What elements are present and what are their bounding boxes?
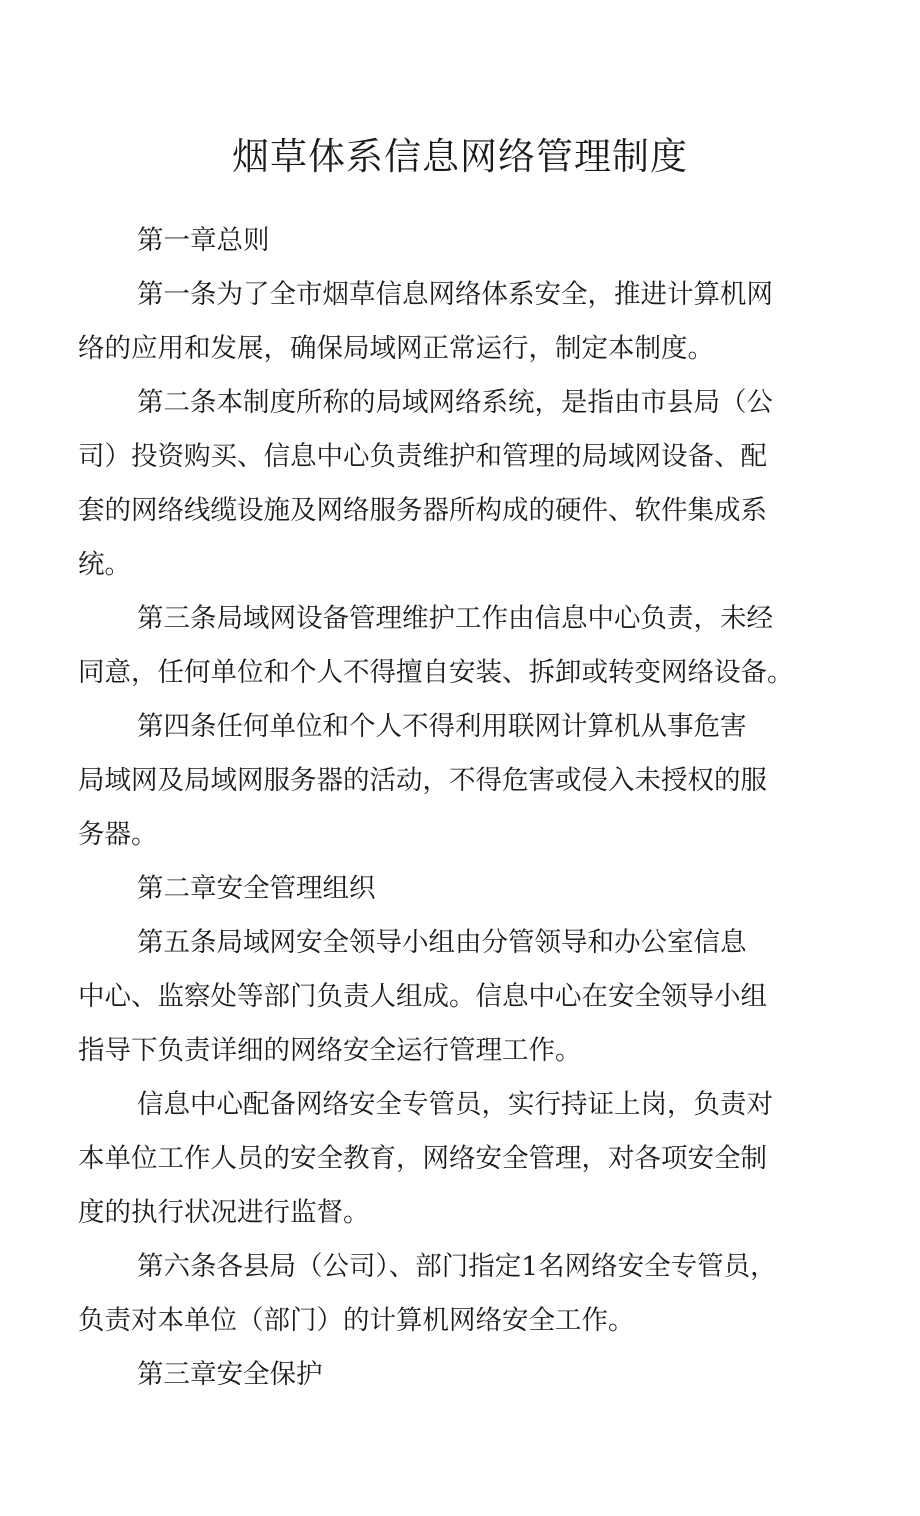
article-4-line-2: 局域网及局域网服务器的活动，不得危害或侵入未授权的服: [78, 765, 767, 796]
info-center-line-3: 度的执行状况进行监督。: [78, 1197, 370, 1228]
article-2-line-3: 套的网络线缆设施及网络服务器所构成的硬件、软件集成系: [78, 495, 767, 526]
chapter-3-heading: 第三章安全保护: [137, 1359, 323, 1390]
document-title: 烟草体系信息网络管理制度: [232, 135, 688, 178]
info-center-paragraph: [78, 1078, 798, 1240]
article-4-line-1: 第四条任何单位和个人不得利用联网计算机从事危害: [137, 711, 747, 742]
article-5-line-2: 中心、监察处等部门负责人组成。信息中心在安全领导小组: [78, 981, 767, 1012]
article-6-line-1: 第六条各县局（公司）、部门指定1名网络安全专管员，: [137, 1251, 777, 1282]
article-3-line-2: 同意，任何单位和个人不得擅自安装、拆卸或转变网络设备。: [78, 657, 794, 688]
article-1: [78, 268, 798, 376]
article-5-line-1: 第五条局域网安全领导小组由分管领导和办公室信息: [137, 927, 747, 958]
chapter-1-heading: 第一章总则: [137, 225, 270, 256]
article-6: [78, 1240, 798, 1348]
info-center-line-1: 信息中心配备网络安全专管员，实行持证上岗，负责对: [137, 1089, 773, 1120]
article-6-line-2: 负责对本单位（部门）的计算机网络安全工作。: [78, 1305, 635, 1336]
chapter-2-heading: 第二章安全管理组织: [137, 873, 376, 904]
article-3-line-1: 第三条局域网设备管理维护工作由信息中心负责，未经: [137, 603, 773, 634]
info-center-line-2: 本单位工作人员的安全教育，网络安全管理，对各项安全制: [78, 1143, 767, 1174]
article-3: [78, 592, 798, 700]
document-body: [78, 214, 798, 1402]
article-4: [78, 700, 798, 862]
article-2: [78, 376, 798, 592]
article-4-line-3: 务器。: [78, 819, 158, 850]
article-2-line-1: 第二条本制度所称的局域网络系统，是指由市县局（公: [137, 387, 773, 418]
article-1-line-1: 第一条为了全市烟草信息网络体系安全，推进计算机网: [137, 279, 773, 310]
article-2-line-2: 司）投资购买、信息中心负责维护和管理的局域网设备、配: [78, 441, 767, 472]
article-5-line-3: 指导下负责详细的网络安全运行管理工作。: [78, 1035, 582, 1066]
article-5: [78, 916, 798, 1078]
article-1-line-2: 络的应用和发展，确保局域网正常运行，制定本制度。: [78, 333, 714, 364]
article-2-line-4: 统。: [78, 549, 131, 580]
